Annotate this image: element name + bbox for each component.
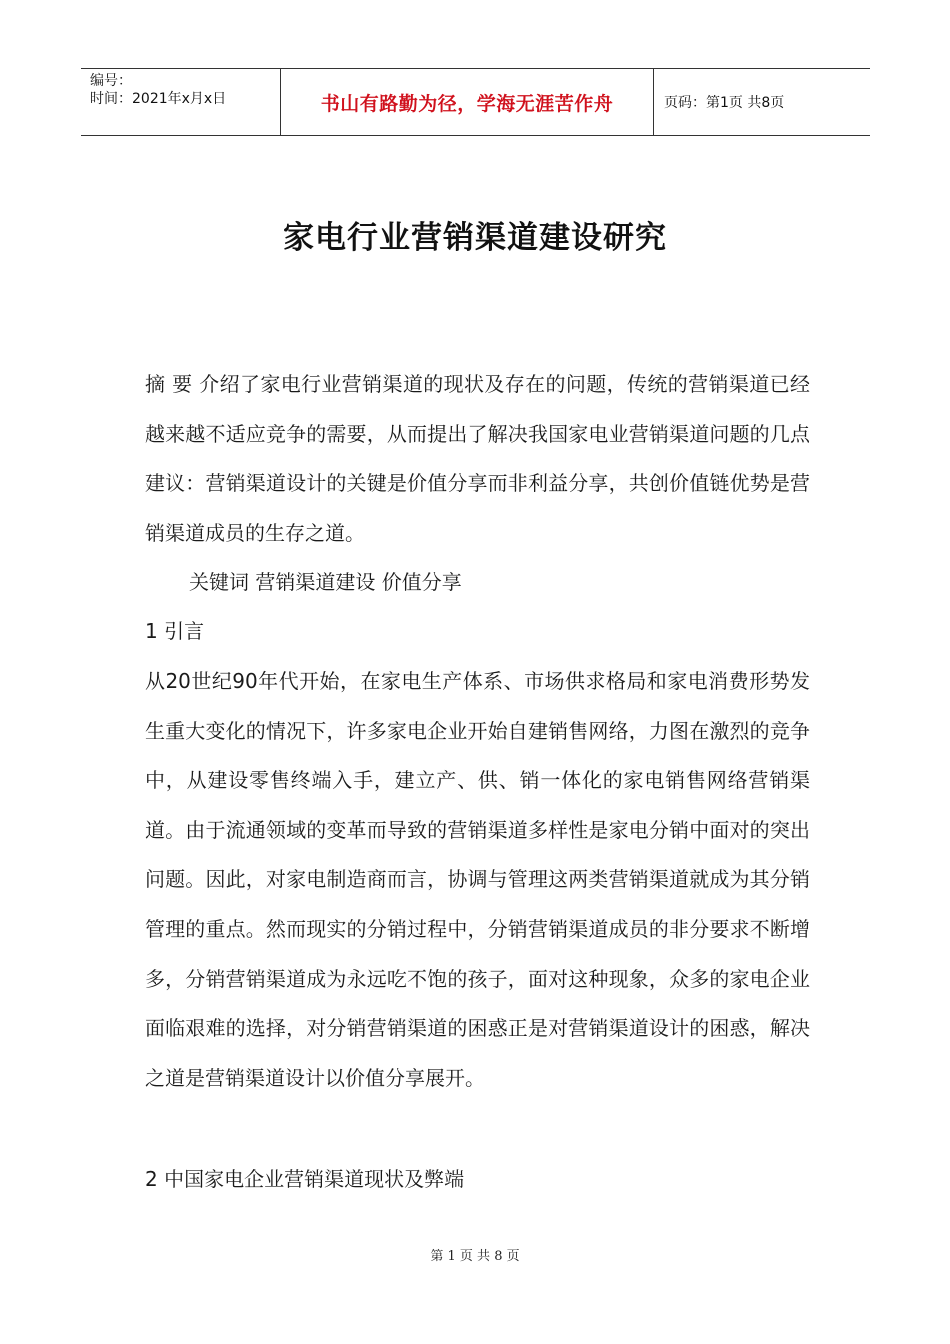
section-1-heading: 1 引言 xyxy=(145,619,205,643)
header-motto: 书山有路勤为径，学海无涯苦作舟 xyxy=(281,69,654,135)
section-1-paragraph: 从20世纪90年代开始，在家电生产体系、市场供求格局和家电消费形势发生重大变化的情况下，许多家电企业开始自建销售网络，力图在激烈的竞争中，从建设零售终端入手，建立产、供、销一体化的家电销售网络营销渠道。由于流通领域的变革而导致的营销渠道多样性是家电分销中面对的突出问题。因此，对家电制造商而言，协调与管理这两类营销渠道就成为其分销管理的重点。然而现实的分销过程中，分销营销渠道成员的非分要求不断增多，分销营销渠道成为永远吃不饱的孩子，面对这种现象，众多的家电企业面临艰难的选择，对分销营销渠道的困惑正是对营销渠道设计的困惑，解决之道是营销渠道设计以价值分享展开。 xyxy=(145,669,810,1090)
page-footer: 第 1 页 共 8 页 xyxy=(430,1249,520,1264)
abstract xyxy=(145,360,810,558)
document-header xyxy=(81,68,870,136)
header-page-info: 页码：第1页 共8页 xyxy=(664,95,785,111)
section-1-body xyxy=(145,657,810,1103)
abstract-text: 摘 要 介绍了家电行业营销渠道的现状及存在的问题，传统的营销渠道已经越来越不适应竞争的需要，从而提出了解决我国家电业营销渠道问题的几点建议：营销渠道设计的关键是价值分享而非利益分享，共创价值链优势是营销渠道成员的生存之道。 xyxy=(145,372,810,545)
time-label: 时间：2021年x月x日 xyxy=(90,91,227,107)
header-meta xyxy=(81,69,281,135)
keywords: 关键词 营销渠道建设 价值分享 xyxy=(189,570,462,594)
document-title: 家电行业营销渠道建设研究 xyxy=(283,220,667,256)
section-2-heading: 2 中国家电企业营销渠道现状及弊端 xyxy=(145,1167,465,1191)
number-label: 编号： xyxy=(90,73,132,89)
